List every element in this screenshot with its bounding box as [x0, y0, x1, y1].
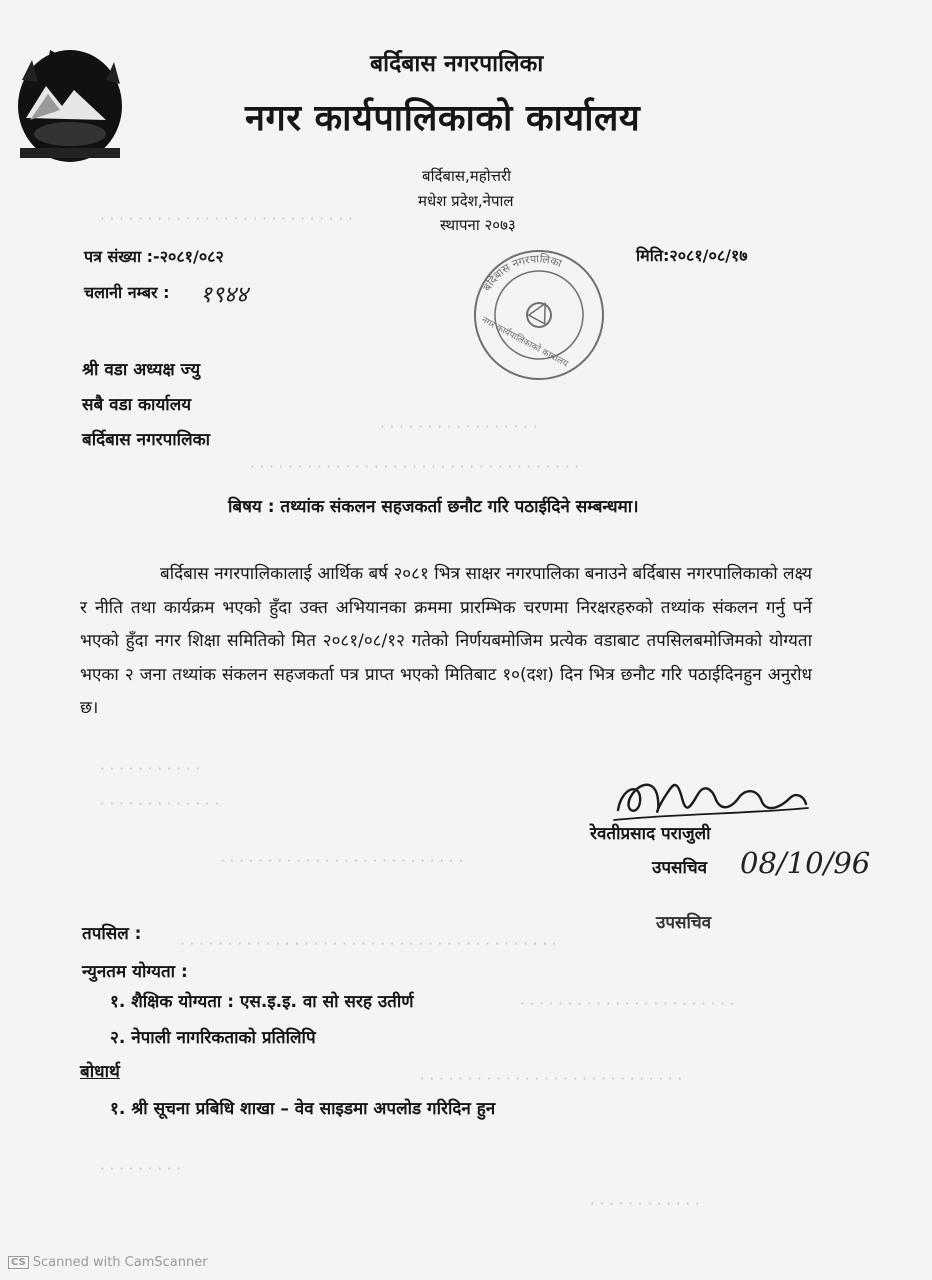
scanner-watermark-text: Scanned with CamScanner — [32, 1255, 208, 1270]
address-district: बर्दिबास,महोत्तरी — [422, 167, 511, 185]
signature-scribble — [612, 768, 812, 828]
seal-text: बर्दिबास नगरपालिका — [480, 252, 564, 294]
dispatch-number-label: चलानी नम्बर : — [84, 283, 170, 302]
scanner-watermark — [8, 1255, 208, 1270]
office-title: नगर कार्यपालिकाको कार्यालय — [245, 98, 641, 139]
qualification-item: २. नेपाली नागरिकताको प्रतिलिपि — [110, 1028, 316, 1048]
recipient-line-3: बर्दिबास नगरपालिका — [82, 430, 211, 450]
seal-subtext: नगर कार्यपालिकाको कार्यालय — [479, 315, 570, 370]
bleed-through-text: · · · · · · · · · · · · · · · · · · · · · · · · · · · · — [420, 1070, 683, 1088]
recipient-line-1: श्री वडा अध्यक्ष ज्यु — [82, 360, 201, 380]
address-province: मधेश प्रदेश,नेपाल — [418, 192, 514, 210]
qualification-item: १. शैक्षिक योग्यता : एस.इ.इ. वा सो सरह उतीर्ण — [110, 992, 414, 1012]
bleed-through-text: · · · · · · · · · · · — [100, 760, 201, 778]
letter-number: पत्र संख्या :-२०८१/०८२ — [84, 247, 224, 266]
bleed-through-text: · · · · · · · · · · · · · · · · · · · · · · · · · · · · · · · · · · · — [250, 458, 579, 476]
handwritten-signature-date: 08/10/96 — [740, 846, 871, 880]
bleed-through-text: · · · · · · · · · · · · · · · · · · · · · · · · · · · — [100, 210, 353, 228]
recipient-line-2: सबै वडा कार्यालय — [82, 395, 192, 415]
signatory-designation: उपसचिव — [652, 858, 708, 878]
bleed-through-text: · · · · · · · · · · · · · — [100, 795, 220, 813]
nepal-emblem-icon — [10, 40, 130, 165]
bleed-through-text: · · · · · · · · · · · · · · · · · · · · · · · · · · · · · · · · · · · · · · · · — [180, 935, 557, 953]
min-qualification-label: न्युनतम योग्यता : — [82, 962, 188, 982]
bleed-through-text: · · · · · · · · · · · · · · · · · · · · · · · · · · — [220, 852, 464, 870]
bleed-through-text: · · · · · · · · · · · · · · · · · — [380, 418, 538, 436]
established-year: स्थापना २०७३ — [440, 216, 516, 234]
bleed-through-text: · · · · · · · · · · · · — [590, 1195, 700, 1213]
camscanner-logo-icon: CS — [8, 1256, 29, 1269]
municipality-name: बर्दिबास नगरपालिका — [370, 51, 544, 77]
designation-stamp: उपसचिव — [656, 913, 712, 933]
annex-title: तपसिल : — [82, 924, 142, 944]
body-paragraph — [80, 558, 812, 726]
subject-line: बिषय : तथ्यांक संकलन सहजकर्ता छनौट गरि पठाईदिने सम्बन्धमा। — [228, 497, 639, 517]
signatory-name: रेवतीप्रसाद पराजुली — [590, 824, 711, 844]
info-title: बोधार्थ — [80, 1062, 120, 1082]
letter-date: मिति:२०८१/०८/१७ — [636, 246, 748, 265]
office-seal — [464, 240, 614, 390]
bleed-through-text: · · · · · · · · · — [100, 1160, 182, 1178]
info-item: १. श्री सूचना प्रबिधि शाखा – वेव साइडमा अपलोड गरिदिन हुन — [110, 1099, 496, 1119]
dispatch-number-value: १९४४ — [200, 282, 248, 308]
bleed-through-text: · · · · · · · · · · · · · · · · · · · · · · · — [520, 995, 735, 1013]
body-text: बर्दिबास नगरपालिकालाई आर्थिक बर्ष २०८१ भित्र साक्षर नगरपालिका बनाउने बर्दिबास नगरपालिकाको लक्ष्य र नीति तथा कार्यक्रम भएको हुँदा उक्त अभियानका क्रममा प्रारम्भिक चरणमा निरक्षरहरुको तथ्यांक संकलन गर्नु पर्ने भएको हुँदा नगर शिक्षा समितिको मित २०८१/०८/१२ गतेको निर्णयबमोजिम प्रत्येक वडाबाट तपसिलबमोजिमको योग्यता भएका २ जना तथ्यांक संकलन सहजकर्ता पत्र प्राप्त भएको मितिबाट १०(दश) दिन भित्र छनौट गरि पठाईदिनहुन अनुरोध छ। — [80, 564, 812, 719]
